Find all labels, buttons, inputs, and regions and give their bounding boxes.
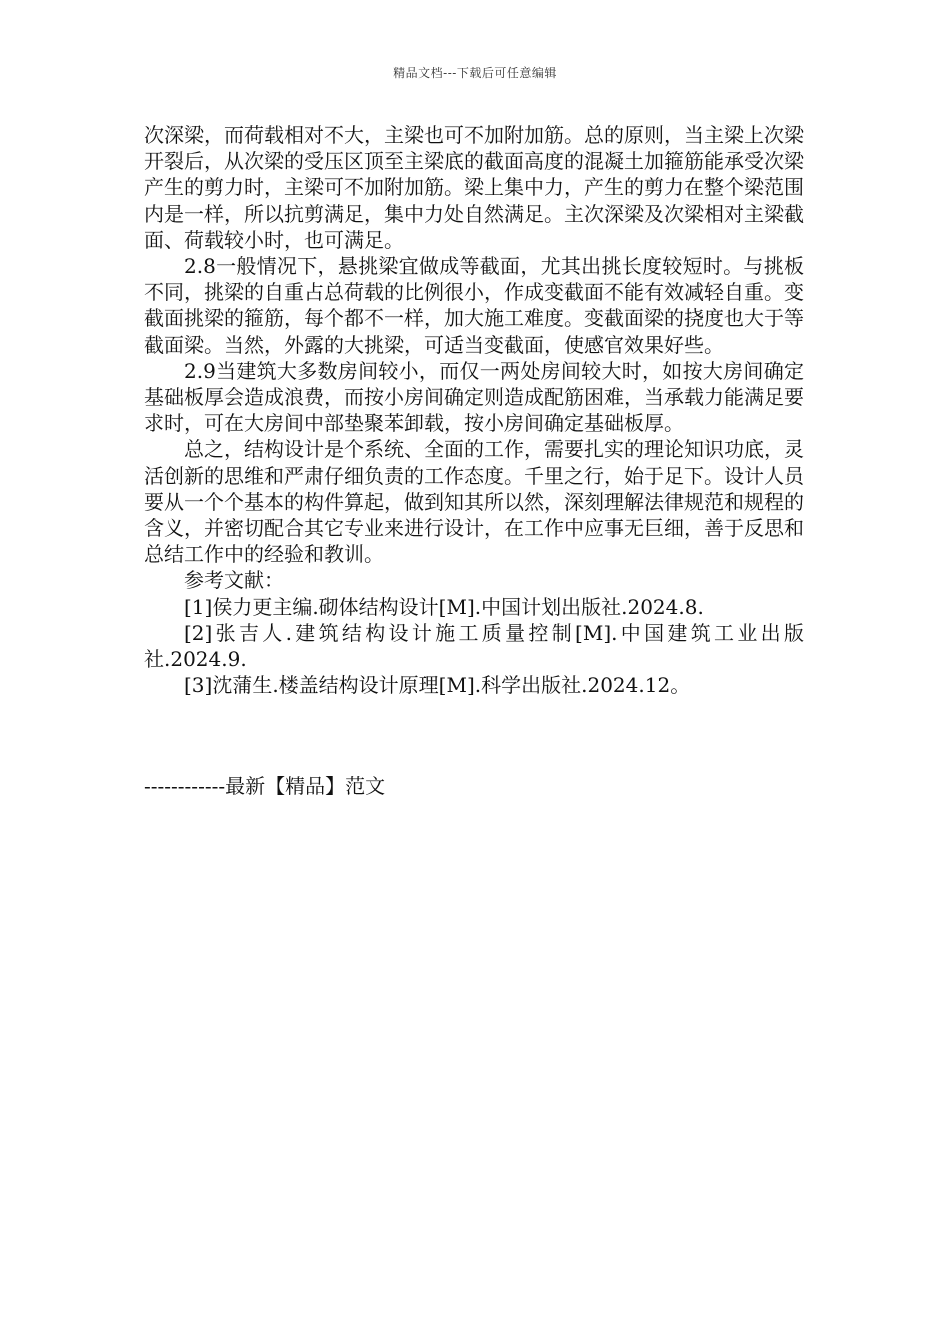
paragraph-conclusion: 总之，结构设计是个系统、全面的工作，需要扎实的理论知识功底，灵活创新的思维和严肃仔细负责的工作态度。千里之行，始于足下。设计人员要从一个个基本的构件算起，做到知其所以然，深刻理解法律规范和规程的含义，并密切配合其它专业来进行设计，在工作中应事无巨细，善于反思和总结工作中的经验和教训。 [144,437,804,567]
references-heading: 参考文献： [184,568,284,593]
document-body [144,122,804,698]
page-header: 精品文档---下载后可任意编辑 [393,66,557,80]
paragraph-2-8: 2.8一般情况下，悬挑梁宜做成等截面，尤其出挑长度较短时。与挑板不同，挑梁的自重占总荷载的比例很小，作成变截面不能有效减轻自重。变截面挑梁的箍筋，每个都不一样，加大施工难度。变截面梁的挠度也大于等截面梁。当然，外露的大挑梁，可适当变截面，使感官效果好些。 [144,254,804,357]
reference-item-2: [2]张吉人.建筑结构设计施工质量控制[M].中国建筑工业出版社.2024.9. [144,620,804,672]
paragraph-2-9: 2.9当建筑大多数房间较小，而仅一两处房间较大时，如按大房间确定基础板厚会造成浪费，而按小房间确定则造成配筋困难，当承载力能满足要求时，可在大房间中部垫聚苯卸载，按小房间确定基础板厚。 [144,358,804,436]
footer-text: ------------最新【精品】范文 [144,774,386,798]
reference-item-1: [1]侯力更主编.砌体结构设计[M].中国计划出版社.2024.8. [184,594,704,619]
paragraph-continuation: 次深梁，而荷载相对不大，主梁也可不加附加筋。总的原则，当主梁上次梁开裂后，从次梁的受压区顶至主梁底的截面高度的混凝土加箍筋能承受次梁产生的剪力时，主梁可不加附加筋。梁上集中力，产生的剪力在整个梁范围内是一样，所以抗剪满足，集中力处自然满足。主次深梁及次梁相对主梁截面、荷载较小时，也可满足。 [144,123,804,252]
reference-item-3: [3]沈蒲生.楼盖结构设计原理[M].科学出版社.2024.12。 [184,673,691,698]
